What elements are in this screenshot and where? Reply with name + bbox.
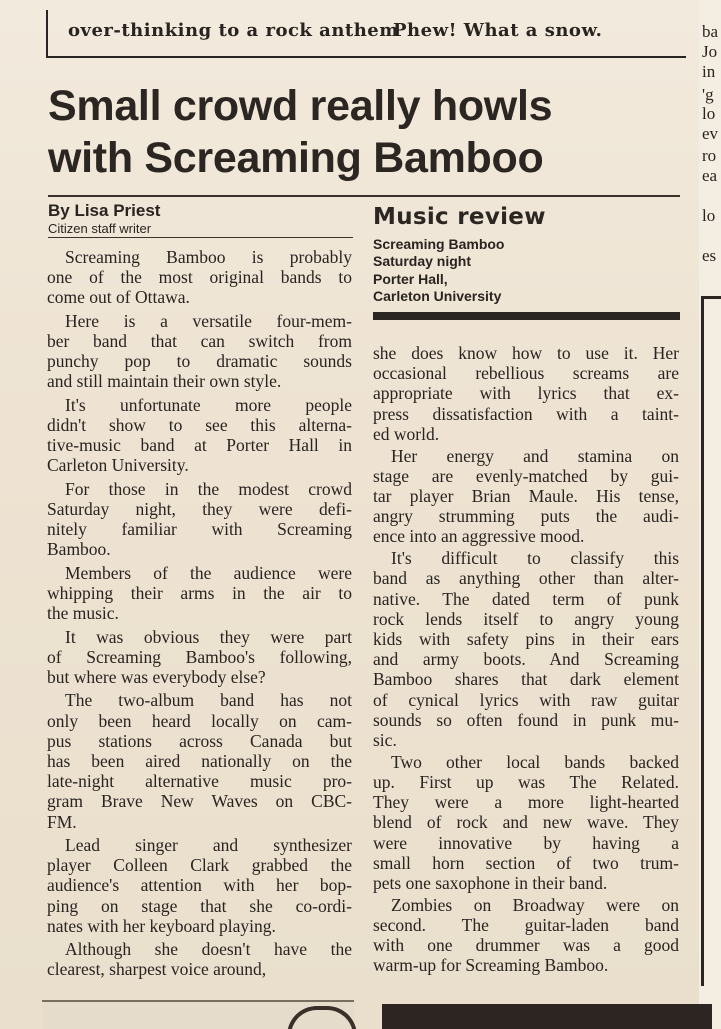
article-line: only been heard locally on cam- [47, 710, 352, 731]
article-line: native. The dated term of punk [373, 588, 679, 609]
article-line: FM. [47, 811, 77, 832]
article-line: angry strumming puts the audi- [373, 506, 679, 527]
adjacent-box-border [701, 296, 721, 986]
article-line: second. The guitar-laden band [373, 915, 679, 935]
edge-fragment: 'g [702, 85, 714, 104]
review-line: Porter Hall, [373, 271, 448, 287]
article-line: They were a more light-hearted [373, 792, 679, 813]
article-line: Her energy and stamina on [391, 445, 679, 466]
article-line: sic. [373, 730, 397, 750]
article-line: Lead singer and synthesizer [65, 835, 352, 855]
article-line: audience's attention with her bop- [47, 875, 352, 896]
article-line: pets one saxophone in their band. [373, 873, 608, 893]
byline-title: Citizen staff writer [48, 221, 152, 236]
article-line: It's difficult to classify this [391, 548, 679, 569]
article-line: nates with her keyboard playing. [47, 915, 276, 936]
article-line: punchy pop to dramatic sounds [47, 351, 352, 372]
article-line: Bamboo. [47, 539, 111, 560]
photo-shape [287, 1006, 357, 1029]
teaser-right: Phew! What a snow. [393, 20, 603, 41]
article-line: Here is a versatile four-mem- [65, 310, 352, 331]
edge-fragment: lo [702, 206, 716, 225]
teaser-strip [46, 10, 686, 58]
article-line: Although she doesn't have the [65, 939, 352, 960]
article-line: and army boots. And Screaming [373, 649, 679, 670]
teaser-left: over-thinking to a rock anthem [68, 20, 399, 41]
article-line: one of the most original bands to [47, 267, 352, 288]
article-line: tar player Brian Maule. His tense, [373, 486, 679, 506]
article-line: but where was everybody else? [47, 667, 266, 687]
article-line: blend of rock and new wave. They [373, 812, 679, 833]
article-line: Members of the audience were [65, 562, 352, 583]
article-line: whipping their arms in the air to [47, 583, 352, 603]
article-line: come out of Ottawa. [47, 287, 190, 308]
article-line: late-night alternative music pro- [47, 771, 352, 792]
article-line: of Screaming Bamboo's following, [47, 646, 352, 667]
article-line: press dissatisfaction with a taint- [373, 403, 679, 424]
article-line: nitely familiar with Screaming [47, 519, 352, 540]
headline-line-2: with Screaming Bamboo [48, 134, 544, 182]
article-line: tive-music band at Porter Hall in [47, 435, 352, 456]
article-line: small horn section of two trum- [373, 852, 679, 873]
article-line: occasional rebellious screams are [373, 363, 679, 384]
article-line: ence into an aggressive mood. [373, 526, 585, 547]
edge-fragment: Jo [702, 42, 718, 61]
edge-fragment: ba [702, 22, 719, 41]
article-line: Saturday night, they were defi- [47, 499, 352, 519]
review-line: Screaming Bamboo [373, 236, 505, 252]
article-line: Screaming Bamboo is probably [65, 247, 352, 267]
article-line: up. First up was The Related. [373, 772, 679, 792]
article-line: band as anything other than alter- [373, 568, 679, 589]
article-line: It's unfortunate more people [65, 394, 352, 415]
article-line: were innovative by having a [373, 832, 679, 853]
article-line: she does know how to use it. Her [373, 343, 679, 363]
article-line: with one drummer was a good [373, 935, 679, 956]
review-line: Carleton University [373, 288, 502, 304]
edge-fragment: ea [702, 166, 718, 185]
headline-line-1: Small crowd really howls [48, 82, 553, 130]
article-line: kids with safety pins in their ears [373, 629, 679, 649]
article-line: didn't show to see this alterna- [47, 415, 352, 435]
review-bar [373, 312, 680, 320]
article-line: stage are evenly-matched by gui- [373, 465, 679, 486]
article-line: and still maintain their own style. [47, 371, 282, 392]
bottom-photo-left [42, 1000, 354, 1029]
article-line: Two other local bands backed [391, 751, 679, 772]
edge-fragment: in [702, 62, 716, 81]
article-line: rock lends itself to angry young [373, 608, 679, 629]
article-line: ed world. [373, 423, 440, 444]
article-line: appropriate with lyrics that ex- [373, 383, 679, 404]
article-line: the music. [47, 603, 119, 624]
article-line: ber band that can switch from [47, 331, 352, 351]
article-line: warm-up for Screaming Bamboo. [373, 955, 609, 976]
article-line: sounds so often found in punk mu- [373, 709, 679, 730]
headline [48, 80, 638, 184]
byline-rule [48, 237, 353, 238]
article-line: It was obvious they were part [65, 626, 352, 647]
article-line: of cynical lyrics with raw guitar [373, 689, 679, 710]
article-line: Carleton University. [47, 455, 189, 476]
article-line: ping on stage that she co-ordi- [47, 895, 352, 916]
review-heading: Music review [373, 204, 546, 230]
article-line: clearest, sharpest voice around, [47, 959, 267, 980]
article-line: Bamboo shares that dark element [373, 669, 679, 690]
edge-fragment: lo [702, 104, 716, 123]
article-line: has been aired nationally on the [47, 751, 352, 771]
article-line: For those in the modest crowd [65, 478, 352, 499]
article-line: The two-album band has not [65, 690, 352, 711]
article-column-2 [373, 343, 679, 983]
headline-rule [48, 195, 680, 197]
edge-fragment: ro [702, 146, 717, 165]
article-column-1 [47, 247, 352, 987]
bottom-photo-right [382, 1004, 712, 1029]
byline-name: By Lisa Priest [48, 201, 161, 220]
article-line: pus stations across Canada but [47, 730, 352, 751]
edge-fragment: es [702, 246, 717, 265]
review-line: Saturday night [373, 253, 472, 269]
article-line: player Colleen Clark grabbed the [47, 855, 352, 876]
edge-fragment: ev [702, 124, 719, 143]
article-line: Zombies on Broadway were on [391, 894, 679, 915]
article-line: gram Brave New Waves on CBC- [47, 791, 352, 812]
